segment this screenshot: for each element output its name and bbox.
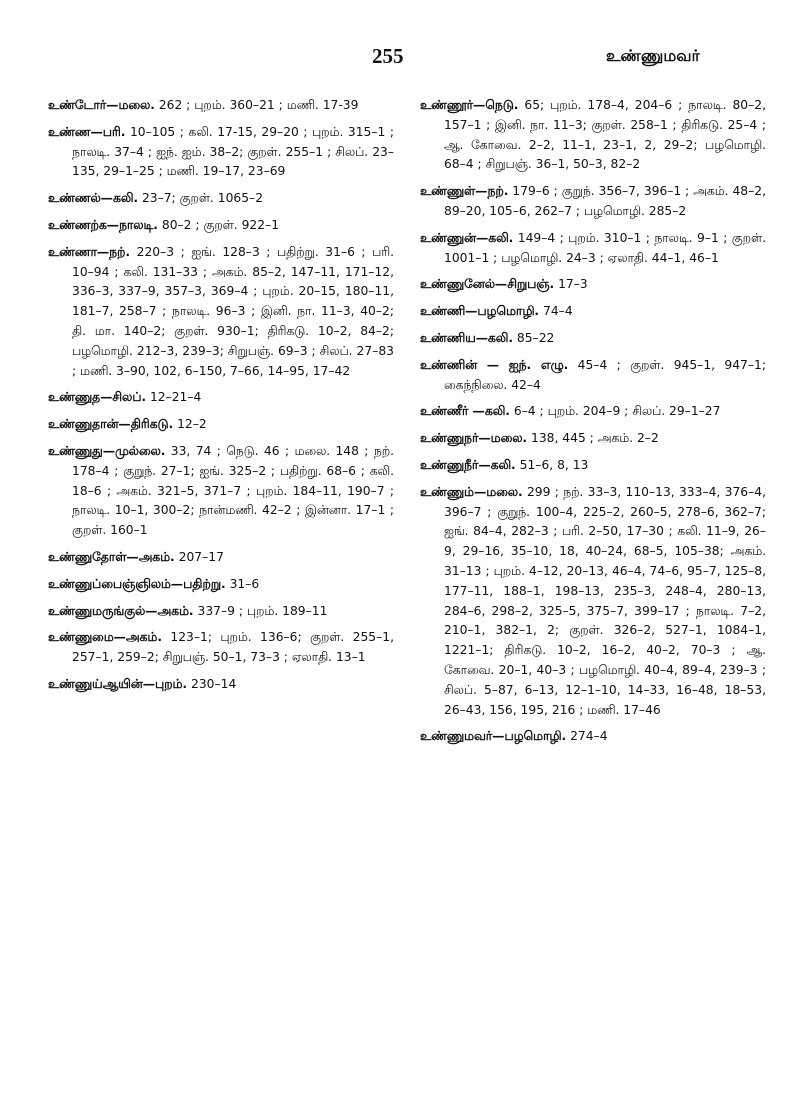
entry-references: 6–4 ; புறம். 204–9 ; சிலப். 29–1–27 [509, 404, 721, 419]
entry-references: 207–17 [174, 549, 224, 564]
index-entry [420, 275, 766, 295]
entry-references: 51–6, 8, 13 [515, 457, 589, 472]
entry-references: 179–6 ; குறுந். 356–7, 396–1 ; அகம். 48–2, 89–20, 105–6, 262–7 ; பழமொழி. 285–2 [444, 184, 766, 218]
entry-headword: உண்ணுநீர்—கலி. [420, 457, 516, 472]
index-entry [48, 243, 394, 382]
entry-headword: உண்ண—பரி. [48, 124, 126, 139]
entry-references: 12–2 [173, 417, 207, 432]
index-entry [48, 628, 394, 668]
index-entry [48, 602, 394, 622]
entry-headword: உண்ணுதோள்—அகம். [48, 549, 175, 564]
entry-references: 74–4 [539, 304, 573, 319]
index-entry [420, 229, 766, 269]
index-entry [48, 675, 394, 695]
entry-headword: உண்டோர்—மலை. [48, 98, 155, 112]
index-entry [420, 356, 766, 396]
entry-references: 230–14 [187, 676, 237, 691]
entry-headword: உண்ணின் — ஐந். எழு. [420, 357, 569, 372]
index-entry [48, 575, 394, 595]
index-entry [48, 216, 394, 236]
entry-references: 23–7; குறள். 1065–2 [138, 191, 264, 206]
index-entry [420, 182, 766, 222]
entry-headword: உண்ணீர் —கலி. [420, 404, 510, 419]
entry-references: 138, 445 ; அகம். 2–2 [527, 431, 659, 446]
entry-headword: உண்ணா—நற். [48, 244, 131, 259]
entry-headword: உண்ணூர்—நெடு. [420, 98, 519, 112]
entry-references: 12–21–4 [146, 390, 202, 405]
left-column [48, 96, 394, 702]
page-number: 255 [372, 44, 404, 68]
entry-headword: உண்ணுனேல்—சிறுபஞ். [420, 277, 555, 292]
index-entry [48, 415, 394, 435]
entry-headword: உண்ணுத—சிலப். [48, 390, 147, 405]
entry-references: 85–22 [513, 330, 555, 345]
index-entry [420, 456, 766, 476]
entry-headword: உண்ணுன்—கலி. [420, 230, 514, 245]
entry-references: 10–105 ; கலி. 17-15, 29–20 ; புறம். 315–1 ; நாலடி. 37–4 ; ஐந். ஐம். 38–2; குறள். 255–1 ; சிலப். 23–135, 29–1–25 ; மணி. 19–17, 23–69 [72, 124, 394, 179]
index-entry [48, 123, 394, 182]
index-entry [420, 302, 766, 322]
entry-headword: உண்ணி—பழமொழி. [420, 304, 540, 319]
index-entry [48, 189, 394, 209]
entry-headword: உண்ணுது—முல்லை. [48, 443, 166, 458]
entry-headword: உண்ணுமருங்குல்—அகம். [48, 603, 194, 618]
index-entry [48, 96, 394, 116]
index-entry [420, 727, 766, 747]
entry-headword: உண்ணற்க—நாலடி. [48, 217, 158, 232]
index-entry [420, 483, 766, 721]
entry-references: 274–4 [566, 729, 608, 744]
entry-references: 17–3 [554, 277, 588, 292]
entry-references: 33, 74 ; நெடு. 46 ; மலை. 148 ; நற். 178–4 ; குறுந். 27–1; ஐங். 325–2 ; பதிற்று. 68–6 ; கலி. 18–6 ; அகம். 321–5, 371–7 ; புறம். 184–11, 190–7 ; நாலடி. 10–1, 300–2; நான்மணி. 42–2 ; இன்னா. 17–1 ; குறள். 160–1 [72, 443, 394, 538]
running-head: உண்ணுமவர் [606, 46, 700, 65]
entry-headword: உண்ணுதான்—திரிகடு. [48, 417, 174, 432]
entry-headword: உண்ணிய—கலி. [420, 330, 513, 345]
index-entry [48, 548, 394, 568]
index-entry [420, 429, 766, 449]
entry-references: 31–6 [225, 576, 260, 591]
entry-headword: உண்ணுமவர்—பழமொழி. [420, 729, 567, 744]
entry-references: 337–9 ; புறம். 189–11 [193, 603, 328, 618]
entry-references: 262 ; புறம். 360–21 ; மணி. 17-39 [154, 98, 359, 112]
right-column [420, 96, 766, 754]
entry-headword: உண்ணுநர்—மலை. [420, 431, 528, 446]
entry-headword: உண்ணுப்பைஞ்ஞிலம்—பதிற்று. [48, 576, 226, 591]
entry-headword: உண்ணுமை—அகம். [48, 630, 162, 645]
entry-headword: உண்ணும்—மலை. [420, 484, 523, 499]
entry-references: 45–4 ; குறள். 945–1, 947–1; கைந்நிலை. 42–4 [444, 357, 766, 392]
index-entry [48, 388, 394, 408]
index-entry [420, 96, 766, 175]
entry-references: 299 ; நற். 33–3, 110–13, 333–4, 376–4, 396–7 ; குறுந். 100–4, 225–2, 260–5, 278–6, 362–7; ஐங். 84–4, 282–3 ; பரி. 2–50, 17–30 ; கலி. 11–9, 26–9, 29–16, 35–10, 18, 40–24, 68–5, 105–38; அகம். 31–13 ; புறம். 4–12, 20–13, 46–4, 74–6, 95–7, 125–8, 177–11, 188–1, 198–13, 235–3, 248–4, 280–13, 284–6, 298–2, 325–5, 375–7, 399–17 ; நாலடி. 7–2, 210–1, 382–1, 2; குறள். 326–2, 527–1, 1084–1, 1221–1; திரிகடு. 10–2, 16–2, 40–2, 70–3 ; ஆ. கோவை. 20–1, 40–3 ; பழமொழி. 40–4, 89–4, 239–3 ; சிலப். 5–87, 6–13, 12–1–10, 14–33, 16–48, 18–53, 26–43, 156, 195, 216 ; மணி. 17–46 [444, 484, 766, 717]
index-entry [48, 442, 394, 541]
entry-headword: உண்ணுள்—நற். [420, 184, 509, 199]
entry-headword: உண்ணுய்ஆயின்—புறம். [48, 676, 188, 691]
entry-headword: உண்ணல்—கலி. [48, 191, 139, 206]
index-entry [420, 402, 766, 422]
entry-references: 65; புறம். 178–4, 204–6 ; நாலடி. 80–2, 157–1 ; இனி. நா. 11–3; குறள். 258–1 ; திரிகடு. 25–4 ; ஆ. கோவை. 2–2, 11–1, 23–1, 2, 29–2; பழமொழி. 68–4 ; சிறுபஞ். 36–1, 50–3, 82–2 [444, 98, 766, 172]
entry-references: 123–1; புறம். 136–6; குறள். 255–1, 257–1, 259–2; சிறுபஞ். 50–1, 73–3 ; ஏலாதி. 13–1 [72, 630, 394, 665]
entry-references: 80–2 ; குறள். 922–1 [157, 217, 280, 232]
entry-references: 220–3 ; ஐங். 128–3 ; பதிற்று. 31–6 ; பரி. 10–94 ; கலி. 131–33 ; அகம். 85–2, 147–11, 171–12, 336–3, 337–9, 357–3, 369–4 ; புறம். 20–15, 180–11, 181–7, 258–7 ; நாலடி. 96–3 ; இனி. நா. 11–3, 40–2; தி. மா. 140–2; குறள். 930–1; திரிகடு. 10–2, 84–2; பழமொழி. 212–3, 239–3; சிறுபஞ். 69–3 ; சிலப். 27–83 ; மணி. 3–90, 102, 6–150, 7–66, 14–95, 17–42 [72, 244, 394, 378]
entry-references: 149–4 ; புறம். 310–1 ; நாலடி. 9–1 ; குறள். 1001–1 ; பழமொழி. 24–3 ; ஏலாதி. 44–1, 46–1 [444, 230, 766, 265]
index-entry [420, 329, 766, 349]
